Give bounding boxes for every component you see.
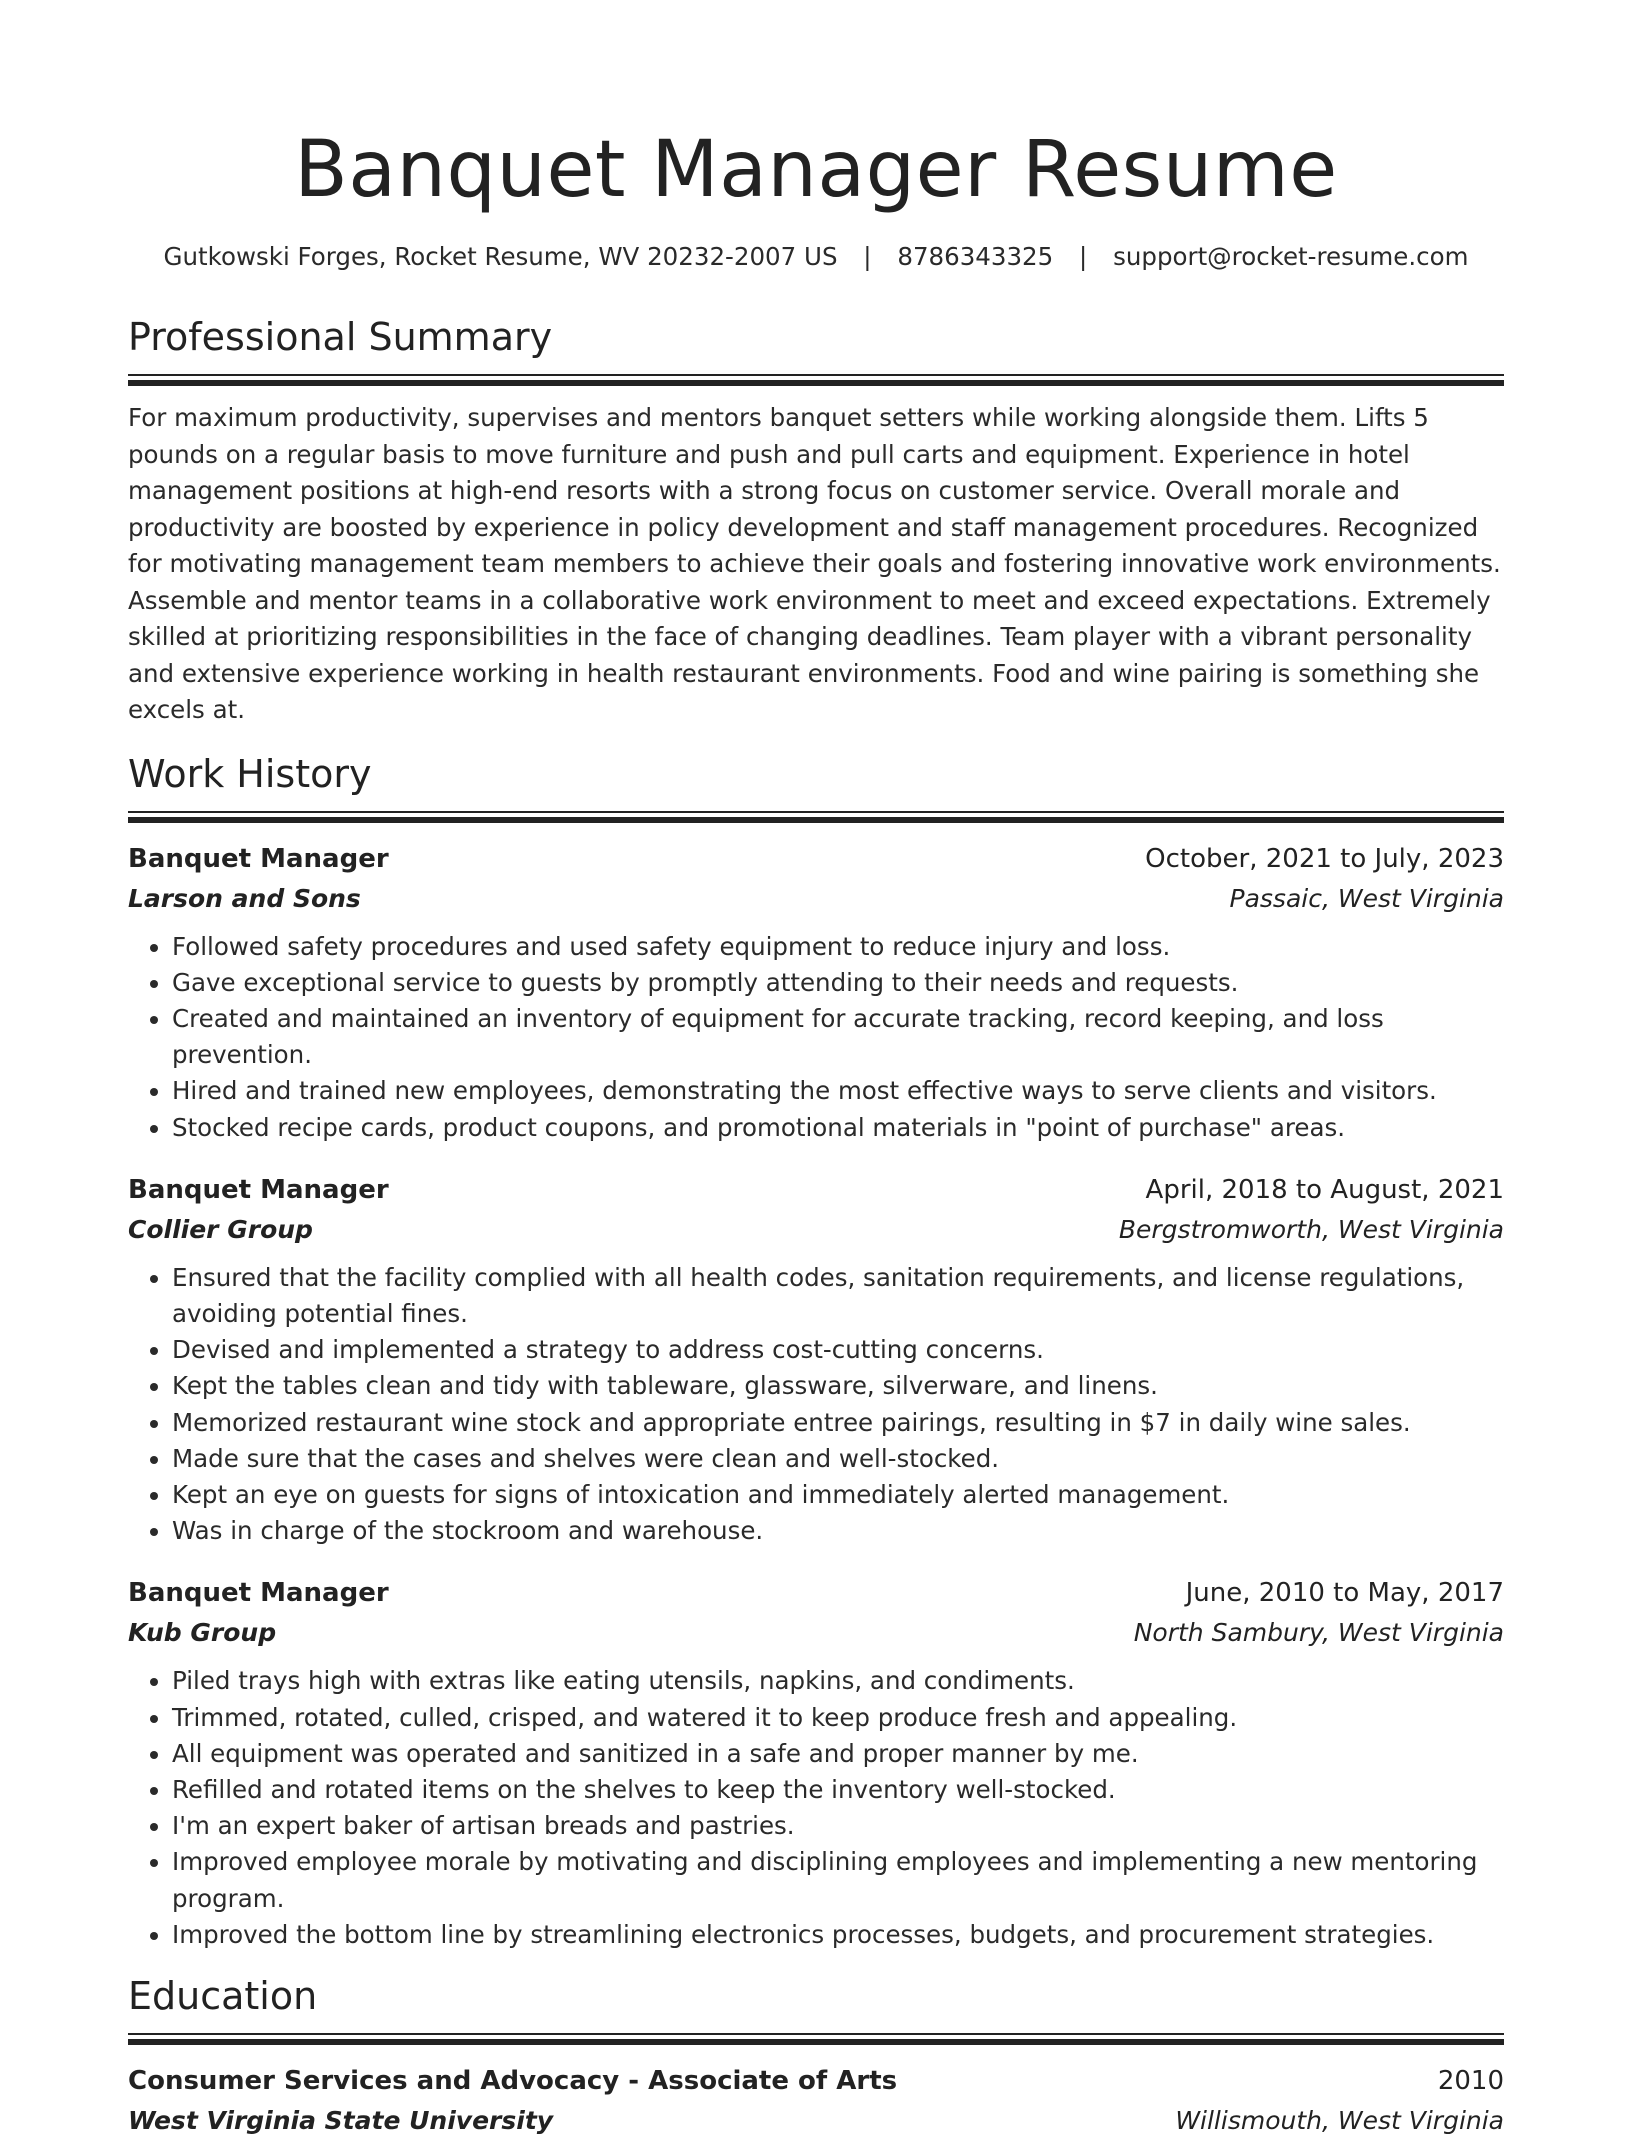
education-location: Willismouth, West Virginia (1175, 2105, 1504, 2135)
education-year: 2010 (1437, 2065, 1504, 2096)
job-bullet: • Trimmed, rotated, culled, crisped, and watered it to keep produce fresh and appealing. (172, 1700, 1504, 1736)
job-header-row (128, 1573, 1504, 1613)
job-dates: June, 2010 to May, 2017 (1185, 1578, 1504, 1609)
education-school: West Virginia State University (128, 2105, 554, 2135)
job-dates: April, 2018 to August, 2021 (1145, 1174, 1504, 1205)
job-bullet: • Improved employee morale by motivating and disciplining employees and implementing a new mentoring program. (172, 1844, 1504, 1916)
job-bullet-list (128, 1663, 1504, 1953)
work-history-section (128, 749, 1504, 1953)
contact-line (128, 240, 1504, 274)
summary-section (128, 312, 1504, 729)
contact-email: support@rocket-resume.com (1113, 242, 1469, 271)
education-degree: Consumer Services and Advocacy - Associate of Arts (128, 2065, 898, 2096)
education-entry (128, 2061, 1504, 2141)
job-bullet: • Stocked recipe cards, product coupons, and promotional materials in "point of purchase" areas. (172, 1110, 1504, 1146)
job-bullet: • Was in charge of the stockroom and warehouse. (172, 1513, 1504, 1549)
job-entry (128, 1170, 1504, 1550)
resume-title: Banquet Manager Resume (294, 125, 1338, 215)
job-bullet: • Made sure that the cases and shelves were clean and well-stocked. (172, 1441, 1504, 1477)
section-heading-summary: Professional Summary (128, 315, 553, 359)
section-divider (128, 811, 1504, 823)
job-bullet: • I'm an expert baker of artisan breads and pastries. (172, 1808, 1504, 1844)
job-employer-row (128, 879, 1504, 919)
job-bullet: • Gave exceptional service to guests by promptly attending to their needs and requests. (172, 965, 1504, 1001)
resume-page (128, 120, 1504, 2141)
section-divider (128, 374, 1504, 386)
job-bullet: • Followed safety procedures and used safety equipment to reduce injury and loss. (172, 929, 1504, 965)
job-bullet: • Improved the bottom line by streamlining electronics processes, budgets, and procurement strategies. (172, 1917, 1504, 1953)
job-bullet: • All equipment was operated and sanitized in a safe and proper manner by me. (172, 1736, 1504, 1772)
job-bullet: • Created and maintained an inventory of equipment for accurate tracking, record keeping, and loss prevention. (172, 1001, 1504, 1073)
job-bullet: • Ensured that the facility complied with all health codes, sanitation requirements, and license regulations, avoiding potential fines. (172, 1260, 1504, 1332)
job-bullet: • Memorized restaurant wine stock and appropriate entree pairings, resulting in $7 in daily wine sales. (172, 1405, 1504, 1441)
section-divider (128, 2033, 1504, 2045)
section-heading-work-history: Work History (128, 751, 372, 796)
contact-separator: | (1079, 242, 1088, 271)
job-location: North Sambury, West Virginia (1133, 1618, 1504, 1648)
job-title: Banquet Manager (128, 843, 389, 874)
job-header-row (128, 1170, 1504, 1210)
section-heading-education: Education (128, 1973, 318, 2018)
job-bullet: • Refilled and rotated items on the shelves to keep the inventory well-stocked. (172, 1772, 1504, 1808)
contact-phone: 8786343325 (897, 242, 1054, 271)
job-bullet-list (128, 929, 1504, 1146)
education-section (128, 1971, 1504, 2141)
job-title: Banquet Manager (128, 1174, 389, 1205)
job-bullet: • Piled trays high with extras like eating utensils, napkins, and condiments. (172, 1663, 1504, 1699)
education-header-row (128, 2061, 1504, 2101)
job-bullet: • Kept an eye on guests for signs of intoxication and immediately alerted management. (172, 1477, 1504, 1513)
job-employer-row (128, 1210, 1504, 1250)
job-location: Passaic, West Virginia (1229, 883, 1504, 913)
job-entry (128, 1573, 1504, 1953)
job-location: Bergstromworth, West Virginia (1118, 1214, 1504, 1244)
job-employer: Kub Group (128, 1618, 277, 1648)
contact-separator: | (863, 242, 872, 271)
job-employer: Collier Group (128, 1214, 313, 1244)
job-employer: Larson and Sons (128, 883, 361, 913)
job-employer-row (128, 1613, 1504, 1653)
education-school-row (128, 2101, 1504, 2141)
job-bullet: • Kept the tables clean and tidy with tableware, glassware, silverware, and linens. (172, 1368, 1504, 1404)
job-bullet-list (128, 1260, 1504, 1550)
summary-text: For maximum productivity, supervises and mentors banquet setters while working alongside them. Lifts 5 pounds on a regular basis to move furniture and push and pull carts and equipment. Experience in hotel management positions at high-end resorts with a strong focus on customer service. Overall morale and productivity are boosted by experience in policy development and staff management procedures. Recognized for motivating management team members to achieve their goals and fostering innovative work environments. Assemble and mentor teams in a collaborative work environment to meet and exceed expectations. Extremely skilled at prioritizing responsibilities in the face of changing deadlines. Team player with a vibrant personality and extensive experience working in health restaurant environments. Food and wine pairing is something she excels at. (128, 403, 1501, 724)
job-title: Banquet Manager (128, 1578, 389, 1609)
contact-address: Gutkowski Forges, Rocket Resume, WV 20232-2007 US (163, 242, 838, 271)
job-bullet: • Hired and trained new employees, demonstrating the most effective ways to serve clients and visitors. (172, 1073, 1504, 1109)
job-dates: October, 2021 to July, 2023 (1145, 843, 1504, 874)
job-bullet: • Devised and implemented a strategy to address cost-cutting concerns. (172, 1332, 1504, 1368)
job-entry (128, 839, 1504, 1146)
job-header-row (128, 839, 1504, 879)
